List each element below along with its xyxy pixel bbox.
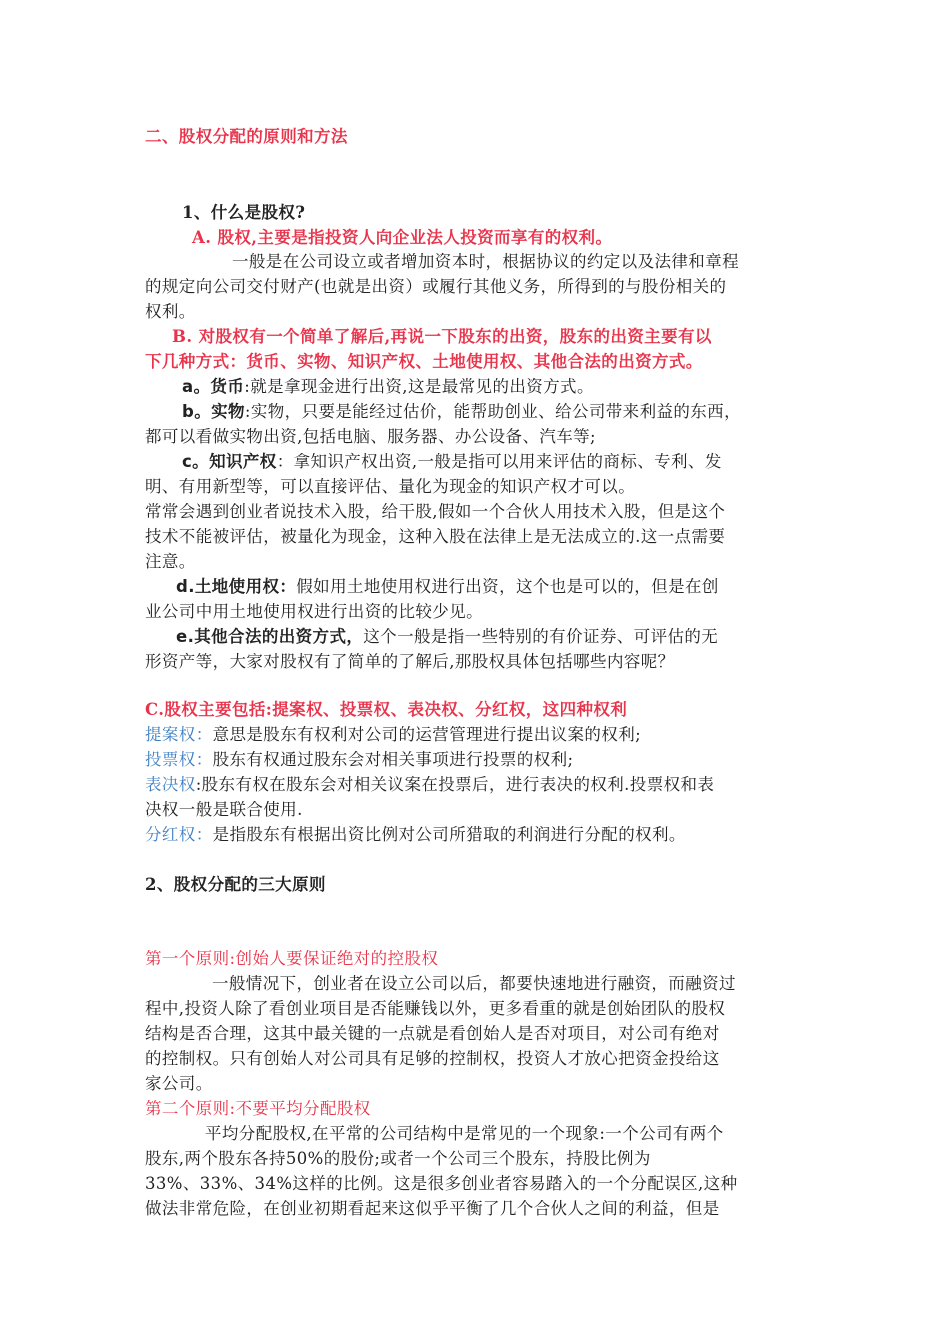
item-c-text: ：拿知识产权出资,一般是指可以用来评估的商标、专利、发 [276,452,722,471]
item-c-cont: 明、有用新型等，可以直接评估、量化为现金的知识产权才可以。 [145,477,636,496]
right-term: 表决权 [145,775,196,794]
item-b-label: b。实物 [182,402,245,421]
item-c-note: 注意。 [145,552,196,571]
item-c-note: 常常会遇到创业者说技术入股，给干股,假如一个合伙人用技术入股，但是这个 [145,502,726,521]
item-e [176,625,718,649]
item-d-text: 假如用土地使用权进行出资，这个也是可以的，但是在创 [296,577,719,596]
principle-1-title: 第一个原则:创始人要保证绝对的控股权 [145,949,439,968]
item-b-cont: 都可以看做实物出资,包括电脑、服务器、办公设备、汽车等; [145,427,597,446]
right-text: :股东有权在股东会对相关议案在投票后，进行表决的权利.投票权和表 [195,775,715,794]
paragraph-line: 程中,投资人除了看创业项目是否能赚钱以外，更多看重的就是创始团队的股权 [145,999,726,1018]
paragraph-line: 结构是否合理，这其中最关键的一点就是看创始人是否对项目，对公司有绝对 [145,1024,720,1043]
right-text: 意思是股东有权利对公司的运营管理进行提出议案的权利; [212,725,642,744]
paragraph-line: 一般是在公司设立或者增加资本时，根据协议的约定以及法律和章程 [232,252,739,271]
definition-b: B. 对股权有一个简单了解后,再说一下股东的出资，股东的出资主要有以 [172,327,712,346]
right-item [145,773,714,797]
item-a-label: a。货币 [182,377,245,396]
item-c-label: c。知识产权 [182,452,277,471]
right-item [145,748,573,772]
item-d-cont: 业公司中用土地使用权进行出资的比较少见。 [145,602,483,621]
paragraph-line: 家公司。 [145,1074,213,1093]
definition-b-cont: 下几种方式：货币、实物、知识产权、土地使用权、其他合法的出资方式。 [145,352,703,371]
paragraph-line: 的控制权。只有创始人对公司具有足够的控制权，投资人才放心把资金投给这 [145,1049,720,1068]
paragraph-line: 一般情况下，创业者在设立公司以后，都要快速地进行融资，而融资过 [212,974,736,993]
item-b [182,400,741,424]
question-2-title: 2、股权分配的三大原则 [145,875,326,894]
paragraph-line: 股东,两个股东各持50%的股份;或者一个公司三个股东，持股比例为 [145,1149,651,1168]
definition-c: C.股权主要包括:提案权、投票权、表决权、分红权，这四种权利 [145,700,628,719]
section-title: 二、股权分配的原则和方法 [145,127,348,146]
item-e-text: 这个一般是指一些特别的有价证券、可评估的无 [363,627,719,646]
principle-2-title: 第二个原则:不要平均分配股权 [145,1099,371,1118]
item-c [182,450,722,474]
right-term: 投票权： [145,750,213,769]
paragraph-line: 权利。 [145,302,196,321]
paragraph-line: 平均分配股权,在平常的公司结构中是常见的一个现象:一个公司有两个 [205,1124,724,1143]
paragraph-line: 做法非常危险，在创业初期看起来这似乎平衡了几个合伙人之间的利益，但是 [145,1199,720,1218]
item-a-text: :就是拿现金进行出资,这是最常见的出资方式。 [244,377,594,396]
definition-a: A. 股权,主要是指投资人向企业法人投资而享有的权利。 [192,228,613,247]
right-item [145,723,641,747]
right-item [145,823,686,847]
question-1-title: 1、什么是股权? [182,203,306,222]
item-e-label: e.其他合法的出资方式， [176,627,364,646]
right-term: 提案权： [145,725,213,744]
item-e-cont: 形资产等，大家对股权有了简单的了解后,那股权具体包括哪些内容呢？ [145,652,675,671]
right-text: 是指股东有根据出资比例对公司所猎取的利润进行分配的权利。 [212,825,686,844]
item-d-label: d.土地使用权： [176,577,297,596]
right-term: 分红权： [145,825,213,844]
paragraph-line: 33%、33%、34%这样的比例。这是很多创业者容易踏入的一个分配误区,这种 [145,1174,738,1193]
item-c-note: 技术不能被评估，被量化为现金，这种入股在法律上是无法成立的.这一点需要 [145,527,726,546]
right-item-cont: 决权一般是联合使用. [145,800,303,819]
paragraph-line: 的规定向公司交付财产(也就是出资）或履行其他义务，所得到的与股份相关的 [145,277,727,296]
right-text: 股东有权通过股东会对相关事项进行投票的权利; [212,750,574,769]
item-d [176,575,719,599]
item-b-text: :实物，只要是能经过估价，能帮助创业、给公司带来利益的东西， [244,402,741,421]
item-a [182,375,594,399]
